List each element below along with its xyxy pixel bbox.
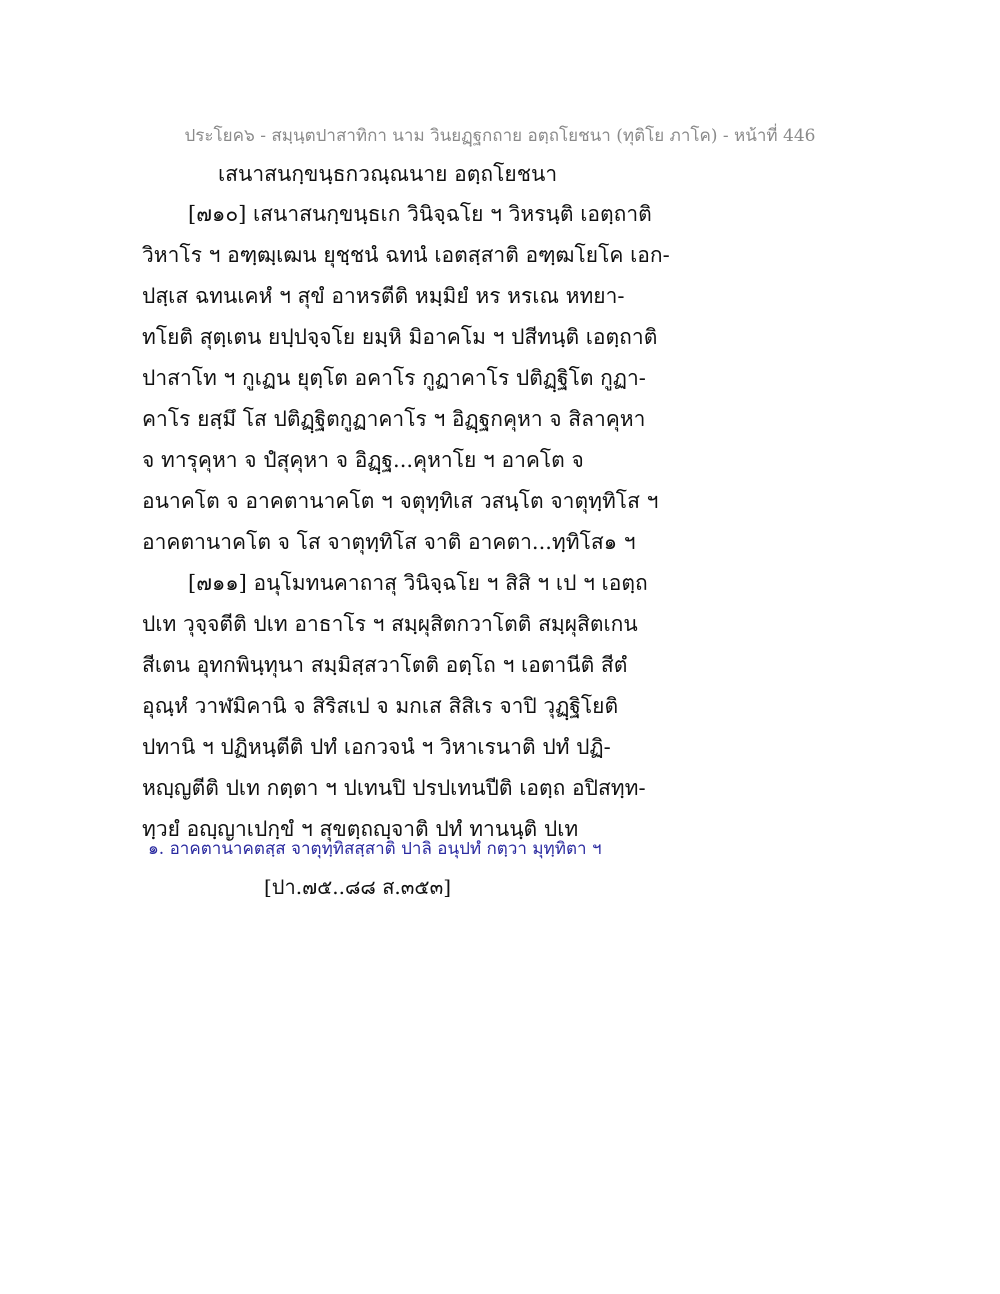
paragraph-line: สีเตน อุทกพินฺทุนา สมฺมิสฺสวาโตติ อตฺโถ ฯ เอตานีติ สีตํ xyxy=(142,653,628,677)
paragraph-line: หญฺญตีติ ปเท กตฺตา ฯ ปเทนปิ ปรปเทนปีติ เอตฺถ อปิสทฺท- xyxy=(142,776,646,800)
paragraph-line: อาคตานาคโต จ โส จาตุทฺทิโส จาติ อาคตา...ทฺทิโส๑ ฯ xyxy=(142,530,636,554)
paragraph-line: วิหาโร ฯ อฑฺฒฺเฒน ยุชฺชนํ ฉทนํ เอตสฺสาติ อฑฺฒโยโค เอก- xyxy=(142,243,670,267)
page-reference: [ปา.๗๕..๘๘ ส.๓๕๓] xyxy=(264,875,452,899)
paragraph-line: จ ทารุคุหา จ ปํสุคุหา จ อิฏฺฐ...คุหาโย ฯ อาคโต จ xyxy=(142,448,584,472)
footnote: ๑. อาคตานาคตสฺส จาตุทฺทิสสฺสาติ ปาลิ อนุปทํ กตฺวา มุทฺทิตา ฯ xyxy=(148,839,602,859)
section-title: เสนาสนกฺขนฺธกวณฺณนาย อตฺถโยชนา xyxy=(218,162,558,186)
paragraph-line: ปเท วุจฺจตีติ ปเท อาธาโร ฯ สมฺผุสิตกวาโตติ สมฺผุสิตเกน xyxy=(142,612,638,636)
paragraph-line: ทโยติ สุตฺเตน ยปฺปจฺจโย ยมฺหิ มิอาคโม ฯ ปสีทนฺติ เอตฺถาติ xyxy=(142,325,658,349)
paragraph-line: อุณฺหํ วาฬมิคานิ จ สิริสเป จ มกเส สิสิเร จาปิ วุฏฺฐิโยติ xyxy=(142,694,619,718)
paragraph-line: อนาคโต จ อาคตานาคโต ฯ จตุทฺทิเส วสนฺโต จาตุทฺทิโส ฯ xyxy=(142,489,659,513)
paragraph-line: ปสฺเส ฉทนเคหํ ฯ สุขํ อาหรตีติ หมฺมิยํ หร หรเณ หทยา- xyxy=(142,284,625,308)
paragraph-line: คาโร ยสฺมึ โส ปติฏฺฐิตกูฏาคาโร ฯ อิฏฺฐกคุหา จ สิลาคุหา xyxy=(142,407,646,431)
page-header: ประโยค๖ - สมฺนฺตปาสาทิกา นาม วินยฏฺฐกถาย อตฺถโยชนา (ทุติโย ภาโค) - หน้าที่ 446 xyxy=(184,126,816,146)
paragraph-line: ทฺวยํ อญฺญาเปกฺขํ ฯ สุขตฺถญฺจาติ ปทํ ทานนฺติ ปเท xyxy=(142,817,579,841)
paragraph-line: ปทานิ ฯ ปฏิหนฺตีติ ปทํ เอกวจนํ ฯ วิหาเรนาติ ปทํ ปฏิ- xyxy=(142,735,611,759)
paragraph-line: ปาสาโท ฯ กูเฏน ยุตฺโต อคาโร กูฏาคาโร ปติฏฺฐิโต กูฏา- xyxy=(142,366,646,390)
paragraph-line: [๗๑๑] อนุโมทนคาถาสุ วินิจฺฉโย ฯ สิสิ ฯ เป ฯ เอตฺถ xyxy=(188,571,648,595)
paragraph-line: [๗๑๐] เสนาสนกฺขนฺธเก วินิจฺฉโย ฯ วิหรนฺติ เอตฺถาติ xyxy=(188,202,652,226)
